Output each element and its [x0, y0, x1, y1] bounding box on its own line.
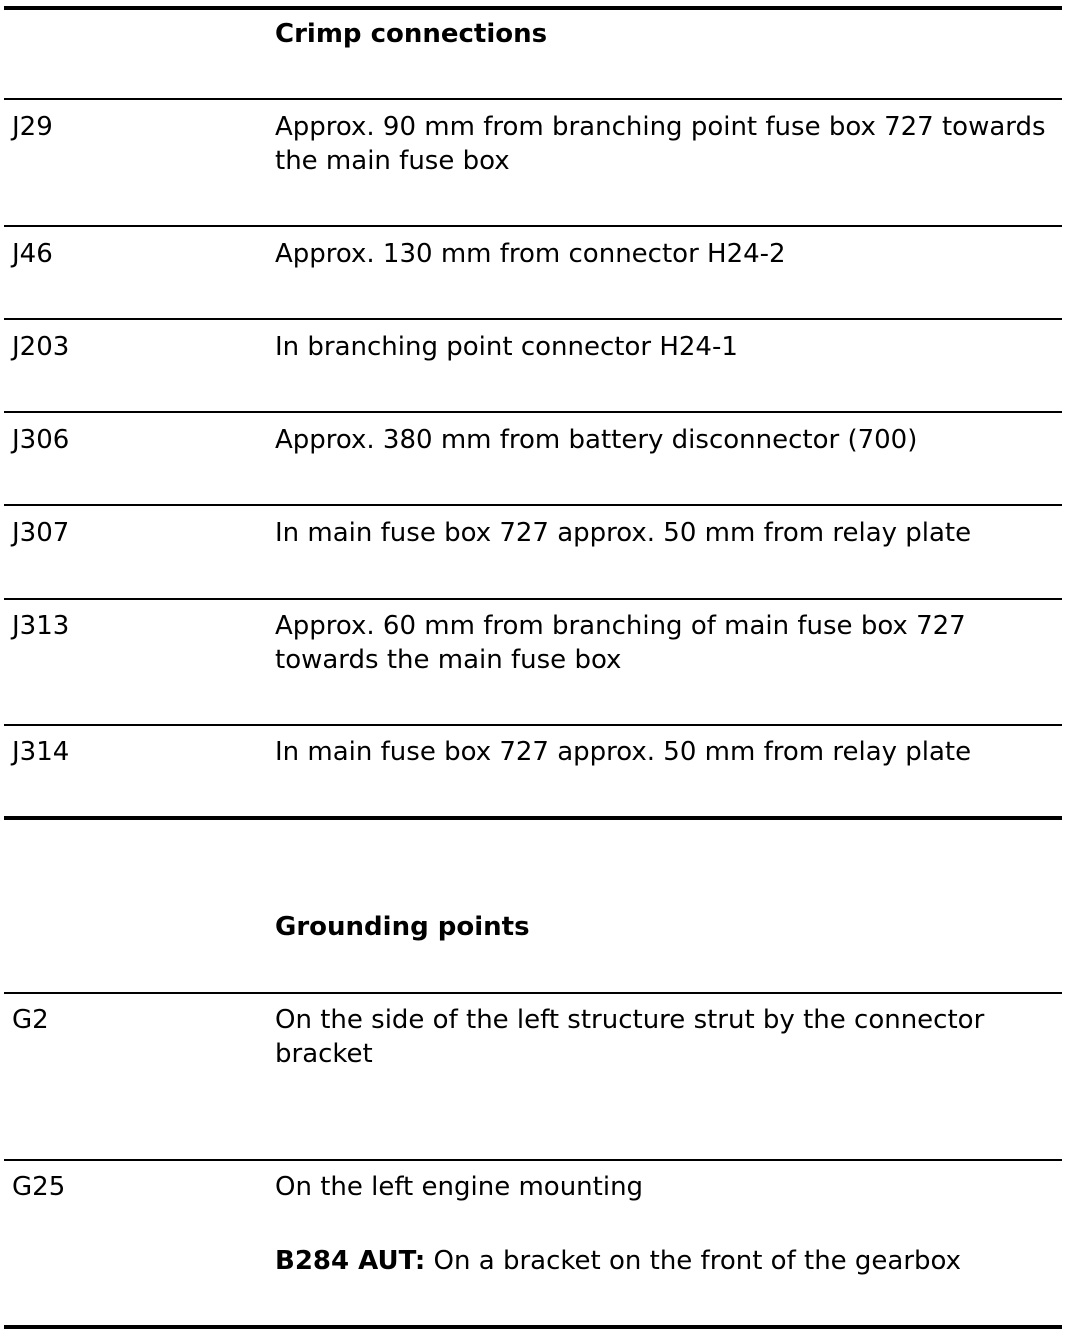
ground-code-g2: G2 [12, 1005, 49, 1035]
crimp-code-j306: J306 [12, 425, 70, 455]
ground-desc-g25: On the left engine mounting [275, 1172, 644, 1202]
row-divider [4, 598, 1062, 600]
crimp-code-j46: J46 [12, 239, 53, 269]
crimp-desc-j307: In main fuse box 727 approx. 50 mm from relay plate [275, 518, 972, 548]
crimp-code-j29: J29 [12, 112, 53, 142]
row-divider [4, 318, 1062, 320]
crimp-desc-j306: Approx. 380 mm from battery disconnector (700) [275, 425, 918, 455]
row-divider [4, 225, 1062, 227]
table-bottom-rule [4, 1325, 1062, 1329]
grounding-points-heading: Grounding points [275, 912, 530, 942]
ground-note-g25 [275, 1244, 1060, 1278]
ground-code-g25: G25 [12, 1172, 66, 1202]
crimp-code-j313: J313 [12, 611, 70, 641]
crimp-connections-heading: Crimp connections [275, 19, 548, 49]
table-top-rule [4, 6, 1062, 10]
crimp-desc-j29: Approx. 90 mm from branching point fuse box 727 towards the main fuse box [275, 112, 1046, 176]
crimp-code-j203: J203 [12, 332, 70, 362]
row-divider [4, 1159, 1062, 1161]
crimp-code-j314: J314 [12, 737, 70, 767]
variant-label: B284 AUT: [275, 1246, 426, 1276]
row-divider [4, 724, 1062, 726]
row-divider [4, 98, 1062, 100]
crimp-code-j307: J307 [12, 518, 70, 548]
ground-desc-g2: On the side of the left structure strut by the connector bracket [275, 1005, 985, 1069]
crimp-desc-j313: Approx. 60 mm from branching of main fuse box 727 towards the main fuse box [275, 611, 966, 675]
row-divider [4, 411, 1062, 413]
table-bottom-rule [4, 816, 1062, 820]
crimp-desc-j46: Approx. 130 mm from connector H24-2 [275, 239, 786, 269]
row-divider [4, 504, 1062, 506]
crimp-desc-j314: In main fuse box 727 approx. 50 mm from relay plate [275, 737, 972, 767]
variant-text: On a bracket on the front of the gearbox [425, 1246, 962, 1276]
crimp-desc-j203: In branching point connector H24-1 [275, 332, 738, 362]
row-divider [4, 992, 1062, 994]
